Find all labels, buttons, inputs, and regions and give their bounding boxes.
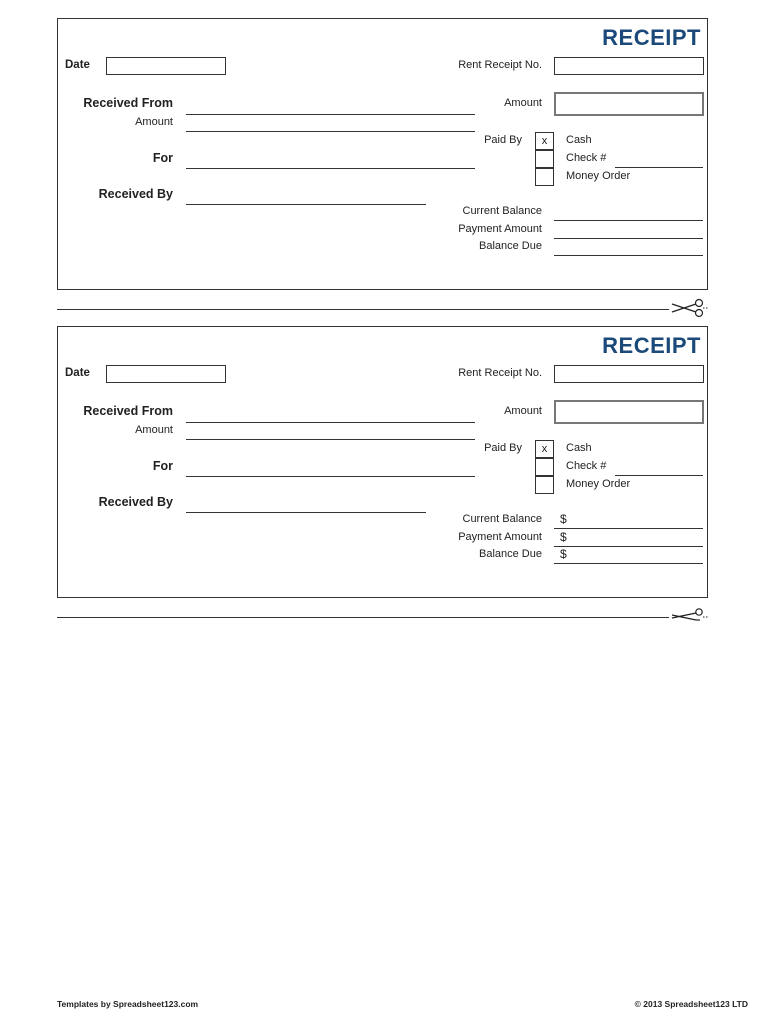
check-label: Check # bbox=[566, 460, 607, 472]
check-checkbox[interactable] bbox=[535, 150, 554, 168]
current-balance-label: Current Balance bbox=[462, 513, 542, 525]
amount-label: Amount bbox=[504, 405, 542, 417]
receipt-no-field[interactable] bbox=[554, 57, 704, 75]
money-order-checkbox[interactable] bbox=[535, 476, 554, 494]
received-by-field[interactable] bbox=[186, 204, 426, 205]
paid-by-label: Paid By bbox=[484, 442, 522, 454]
received-from-label: Received From bbox=[83, 96, 173, 110]
current-balance-field[interactable] bbox=[554, 528, 703, 529]
received-by-field[interactable] bbox=[186, 512, 426, 513]
balance-due-label: Balance Due bbox=[479, 548, 542, 560]
amount-field[interactable] bbox=[554, 92, 704, 116]
receipt-no-field[interactable] bbox=[554, 365, 704, 383]
received-from-field[interactable] bbox=[186, 422, 475, 423]
check-number-field[interactable] bbox=[615, 167, 703, 168]
check-label: Check # bbox=[566, 152, 607, 164]
check-checkbox[interactable] bbox=[535, 458, 554, 476]
for-label: For bbox=[152, 459, 173, 473]
current-balance-currency: $ bbox=[560, 512, 567, 526]
balance-due-label: Balance Due bbox=[479, 240, 542, 252]
amount-label: Amount bbox=[504, 97, 542, 109]
payment-amount-field[interactable] bbox=[554, 238, 703, 239]
payment-amount-label: Payment Amount bbox=[458, 223, 542, 235]
receipt-no-label: Rent Receipt No. bbox=[458, 367, 542, 379]
payment-amount-field[interactable] bbox=[554, 546, 703, 547]
for-field[interactable] bbox=[186, 476, 475, 477]
for-field[interactable] bbox=[186, 168, 475, 169]
amount-words-field[interactable] bbox=[186, 131, 475, 132]
balance-due-field[interactable] bbox=[554, 563, 703, 564]
date-label: Date bbox=[65, 59, 90, 71]
received-by-label: Received By bbox=[98, 495, 173, 509]
check-number-field[interactable] bbox=[615, 475, 703, 476]
scissors-icon bbox=[670, 606, 708, 626]
amount-words-label: Amount bbox=[135, 116, 173, 128]
current-balance-field[interactable] bbox=[554, 220, 703, 221]
cut-line bbox=[57, 617, 669, 618]
amount-field[interactable] bbox=[554, 400, 704, 424]
paid-by-label: Paid By bbox=[484, 134, 522, 146]
current-balance-label: Current Balance bbox=[462, 205, 542, 217]
cash-checkbox[interactable]: x bbox=[535, 132, 554, 150]
cash-label: Cash bbox=[566, 134, 592, 146]
balance-due-currency: $ bbox=[560, 547, 567, 561]
date-label: Date bbox=[65, 367, 90, 379]
cash-checkbox[interactable]: x bbox=[535, 440, 554, 458]
balance-due-field[interactable] bbox=[554, 255, 703, 256]
amount-words-label: Amount bbox=[135, 424, 173, 436]
footer-credit: Templates by Spreadsheet123.com bbox=[57, 999, 199, 1009]
money-order-label: Money Order bbox=[566, 170, 631, 182]
receipt-title: RECEIPT bbox=[602, 25, 701, 50]
received-by-label: Received By bbox=[98, 187, 173, 201]
scissors-icon bbox=[670, 298, 708, 318]
receipt-form-2 bbox=[57, 326, 708, 598]
money-order-label: Money Order bbox=[566, 478, 631, 490]
receipt-title: RECEIPT bbox=[602, 333, 701, 358]
receipt-form-1 bbox=[57, 18, 708, 290]
money-order-checkbox[interactable] bbox=[535, 168, 554, 186]
for-label: For bbox=[152, 151, 173, 165]
payment-amount-currency: $ bbox=[560, 530, 567, 544]
date-field[interactable] bbox=[106, 57, 226, 75]
received-from-field[interactable] bbox=[186, 114, 475, 115]
footer-copyright: © 2013 Spreadsheet123 LTD bbox=[634, 999, 748, 1009]
receipt-no-label: Rent Receipt No. bbox=[458, 59, 542, 71]
cash-label: Cash bbox=[566, 442, 592, 454]
amount-words-field[interactable] bbox=[186, 439, 475, 440]
payment-amount-label: Payment Amount bbox=[458, 531, 542, 543]
date-field[interactable] bbox=[106, 365, 226, 383]
cut-line bbox=[57, 309, 669, 310]
received-from-label: Received From bbox=[83, 404, 173, 418]
